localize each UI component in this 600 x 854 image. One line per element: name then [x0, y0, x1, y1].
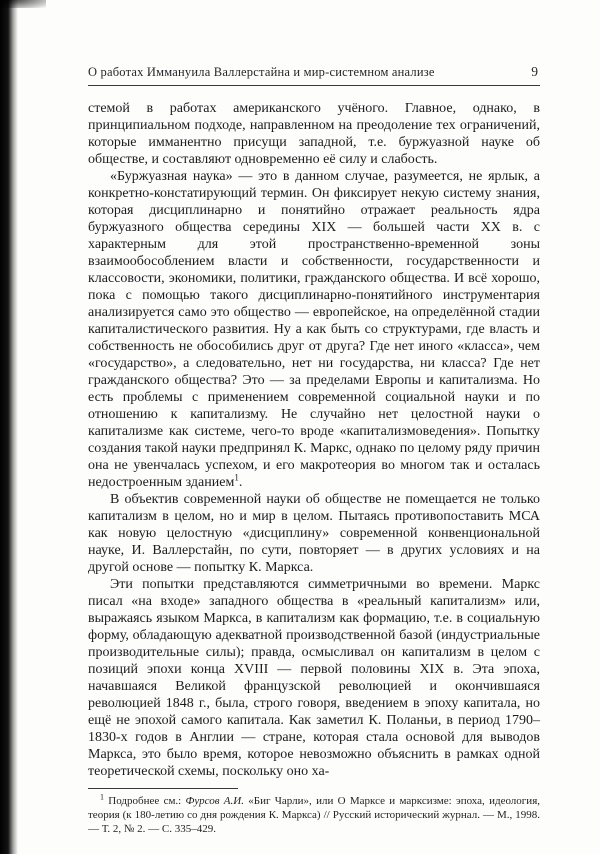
paragraph-2-text: «Буржуазная наука» — это в данном случае, разумеется, не ярлык, а конкретно-констатирующий термин. Он фиксирует некую систему знания, которая дисциплинарно и понятийно отражает реальность ядра буржуазного общества середины XIX — большей части XX в. с характерным для этой пространственно-временной зоны взаимообособлением власти и собственности, государственности и классовости, экономики, политики, гражданского общества. И всё хорошо, пока с помощью такого дисциплинарно-понятийного инструментария анализируется само это общество — европейское, на определённой стадии капиталистического развития. Ну а как быть со структурами, где власть и собственность не обособились друг от друга? Где нет иного «класса», чем «государство», а следовательно, нет ни государства, ни класса? Где нет гражданского общества? Это — за пределами Европы и капитализма. Но есть проблемы с применением современной социальной науки и по отношению к капитализму. Не случайно нет целостной науки о капитализме как системе, чего-то вроде «капитализмоведения». Попытку создания такой науки предпринял К. Маркс, однако по целому ряду причин она не увенчалась успехом, и его макротеория во многом так и осталась недостроенным зданием: [88, 169, 540, 490]
footnote-marker: 1: [100, 792, 104, 802]
footnote-text: «Биг Чарли», или О Марксе и марксизме: эпоха, идеология, теория (к 180-летию со дня рождения К. Маркса) // Русский исторический журнал. — М., 1998. — Т. 2, № 2. — С. 335–429.: [88, 795, 541, 835]
running-header: [88, 64, 540, 80]
page-number: 9: [531, 64, 538, 79]
scan-corner-smudge: [0, 0, 46, 8]
footnote-prefix: Подробнее см.:: [104, 795, 186, 807]
paragraph-2-tail: .: [238, 475, 243, 490]
body-text: [88, 100, 540, 780]
page-edge-shadow: [0, 0, 18, 854]
paragraph-2: [88, 168, 540, 491]
footnote-author: Фурсов А.И.: [185, 795, 244, 807]
footnote-reference: 1: [234, 472, 239, 483]
paragraph-3: В объектив современной науки об обществе не помещается не только капитализм в целом, но и мир в целом. Пытаясь противопоставить МСА как новую целостную «дисциплину» современной конвенциональной науке, И. Валлерстайн, по сути, повторяет — в других условиях и на другой основе — попытку К. Маркса.: [88, 492, 540, 575]
footnote: [88, 794, 540, 836]
paragraph-1: стемой в работах американского учёного. Главное, однако, в принципиальном подходе, направленном на преодоление тех ограничений, которые имманентно присущи западной, т.е. буржуазной науке об обществе, и составляют одновременно её силу и слабость.: [88, 101, 540, 167]
footnote-rule: [88, 788, 238, 789]
running-title: О работах Иммануила Валлерстайна и мир-системном анализе: [88, 65, 435, 79]
page-content: [88, 64, 540, 836]
header-rule: [88, 85, 540, 86]
paragraph-4: Эти попытки представляются симметричными во времени. Маркс писал «на входе» западного общества в «реальный капитализм» или, выражаясь языком Маркса, в капитализм как формацию, т.е. в социальную форму, обладающую адекватной производственной базой (индустриальные производительные силы); правда, осмысливал он капитализм в целом с позиций эпохи конца XVIII — первой половины XIX в. Эта эпоха, начавшаяся Великой французской революцией и окончившаяся революцией 1848 г., была, строго говоря, введением в эпоху капитала, но ещё не эпохой самого капитала. Как заметил К. Поланьи, в период 1790–1830-х годов в Англии — стране, которая стала основой для выводов Маркса, это было время, которое невозможно объяснить в рамках одной теоретической схемы, поскольку оно ха-: [88, 577, 540, 779]
